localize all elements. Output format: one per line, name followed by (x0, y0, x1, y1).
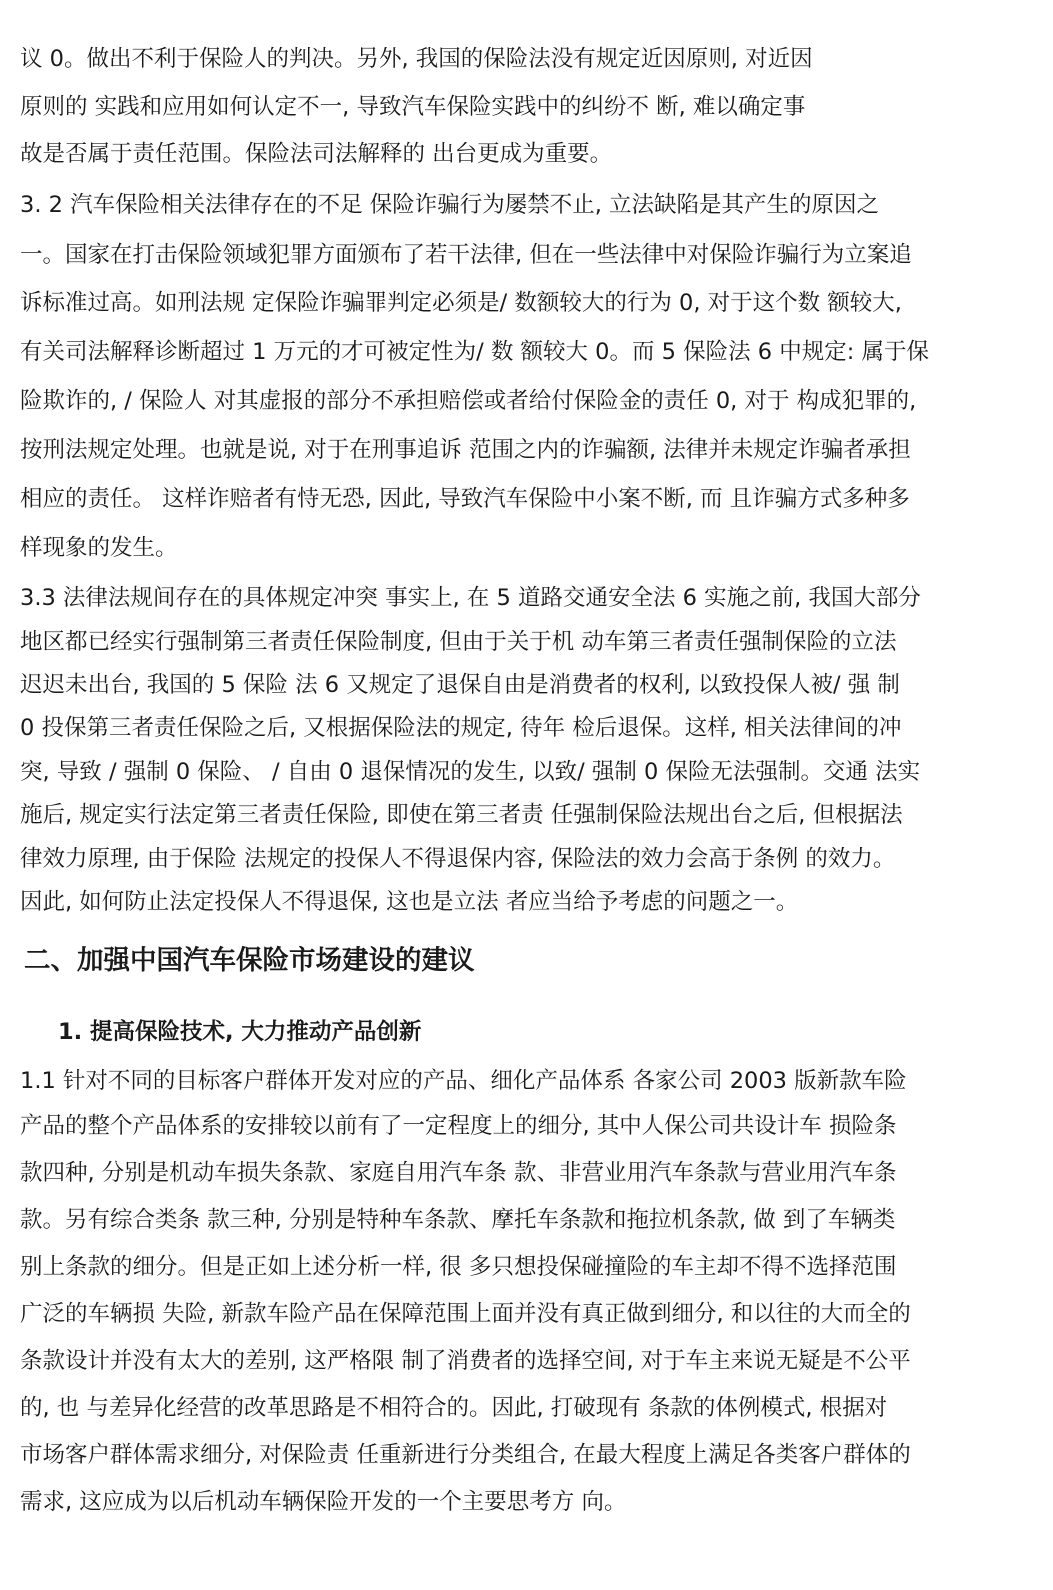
paragraph-3-3-line-1: 3.3 法律法规间存在的具体规定冲突 事实上, 在 5 道路交通安全法 6 实施之前, 我国大部分 (20, 585, 921, 611)
paragraph-1-1-line-4: 款。另有综合类条 款三种, 分别是特种车条款、摩托车条款和拖拉机条款, 做 到了车辆类 (20, 1207, 896, 1233)
paragraph-1-1-line-10: 需求, 这应成为以后机动车辆保险开发的一个主要思考方 向。 (20, 1489, 627, 1515)
paragraph-3-2-line-1: 3. 2 汽车保险相关法律存在的不足 保险诈骗行为屡禁不止, 立法缺陷是其产生的原因之 (20, 192, 880, 218)
paragraph-3-3-line-5: 突, 导致 / 强制 0 保险、 / 自由 0 退保情况的发生, 以致/ 强制 0 保险无法强制。交通 法实 (20, 759, 921, 785)
paragraph-1-1-line-5: 别上条款的细分。但是正如上述分析一样, 很 多只想投保碰撞险的车主却不得不选择范围 (20, 1254, 897, 1280)
paragraph-3-2-line-8: 样现象的发生。 (20, 535, 178, 561)
paragraph-3-2-line-2: 一。国家在打击保险领域犯罪方面颁布了若干法律, 但在一些法律中对保险诈骗行为立案追 (20, 242, 912, 268)
paragraph-3-3-line-3: 迟迟未出台, 我国的 5 保险 法 6 又规定了退保自由是消费者的权利, 以致投保人被/ 强 制 (20, 672, 900, 698)
subheading-1: 1. 提高保险技术, 大力推动产品创新 (58, 1019, 422, 1045)
paragraph-1-1-line-9: 市场客户群体需求细分, 对保险责 任重新进行分类组合, 在最大程度上满足各类客户群体的 (20, 1442, 911, 1468)
paragraph-1-1-line-7: 条款设计并没有太大的差别, 这严格限 制了消费者的选择空间, 对于车主来说无疑是不公平 (20, 1348, 911, 1374)
paragraph-1-1-line-8: 的, 也 与差异化经营的改革思路是不相符合的。因此, 打破现有 条款的体例模式, 根据对 (20, 1395, 888, 1421)
paragraph-3-2-line-4: 有关司法解释诊断超过 1 万元的才可被定性为/ 数 额较大 0。而 5 保险法 6 中规定: 属于保 (20, 339, 929, 365)
paragraph-3-3-line-2: 地区都已经实行强制第三者责任保险制度, 但由于关于机 动车第三者责任强制保险的立法 (20, 629, 897, 655)
paragraph-3-2-line-6: 按刑法规定处理。也就是说, 对于在刑事追诉 范围之内的诈骗额, 法律并未规定诈骗者承担 (20, 437, 911, 463)
paragraph-3-3-line-6: 施后, 规定实行法定第三者责任保险, 即使在第三者责 任强制保险法规出台之后, 但根据法 (20, 802, 903, 828)
paragraph-3-2-line-5: 险欺诈的, / 保险人 对其虚报的部分不承担赔偿或者给付保险金的责任 0, 对于 构成犯罪的, (20, 388, 917, 414)
paragraph-1-1-line-2: 产品的整个产品体系的安排较以前有了一定程度上的细分, 其中人保公司共设计车 损险条 (20, 1113, 897, 1139)
section-heading: 二、加强中国汽车保险市场建设的建议 (24, 945, 475, 976)
paragraph-3-3-line-8: 因此, 如何防止法定投保人不得退保, 这也是立法 者应当给予考虑的问题之一。 (20, 889, 799, 915)
paragraph-3-3-line-7: 律效力原理, 由于保险 法规定的投保人不得退保内容, 保险法的效力会高于条例 的效力。 (20, 846, 896, 872)
paragraph-intro-line-3: 故是否属于责任范围。保险法司法解释的 出台更成为重要。 (20, 141, 613, 167)
paragraph-intro-line-1: 议 0。做出不利于保险人的判决。另外, 我国的保险法没有规定近因原则, 对近因 (20, 46, 813, 72)
paragraph-intro-line-2: 原则的 实践和应用如何认定不一, 导致汽车保险实践中的纠纷不 断, 难以确定事 (20, 94, 806, 120)
paragraph-3-2-line-7: 相应的责任。 这样诈赔者有恃无恐, 因此, 导致汽车保险中小案不断, 而 且诈骗方式多种多 (20, 486, 910, 512)
paragraph-1-1-line-6: 广泛的车辆损 失险, 新款车险产品在保障范围上面并没有真正做到细分, 和以往的大而全的 (20, 1301, 911, 1327)
paragraph-3-3-line-4: 0 投保第三者责任保险之后, 又根据保险法的规定, 待年 检后退保。这样, 相关法律间的冲 (20, 715, 902, 741)
paragraph-1-1-line-1: 1.1 针对不同的目标客户群体开发对应的产品、细化产品体系 各家公司 2003 版新款车险 (20, 1068, 907, 1094)
paragraph-3-2-line-3: 诉标准过高。如刑法规 定保险诈骗罪判定必须是/ 数额较大的行为 0, 对于这个数 额较大, (20, 290, 902, 316)
paragraph-1-1-line-3: 款四种, 分别是机动车损失条款、家庭自用汽车条 款、非营业用汽车条款与营业用汽车条 (20, 1160, 897, 1186)
